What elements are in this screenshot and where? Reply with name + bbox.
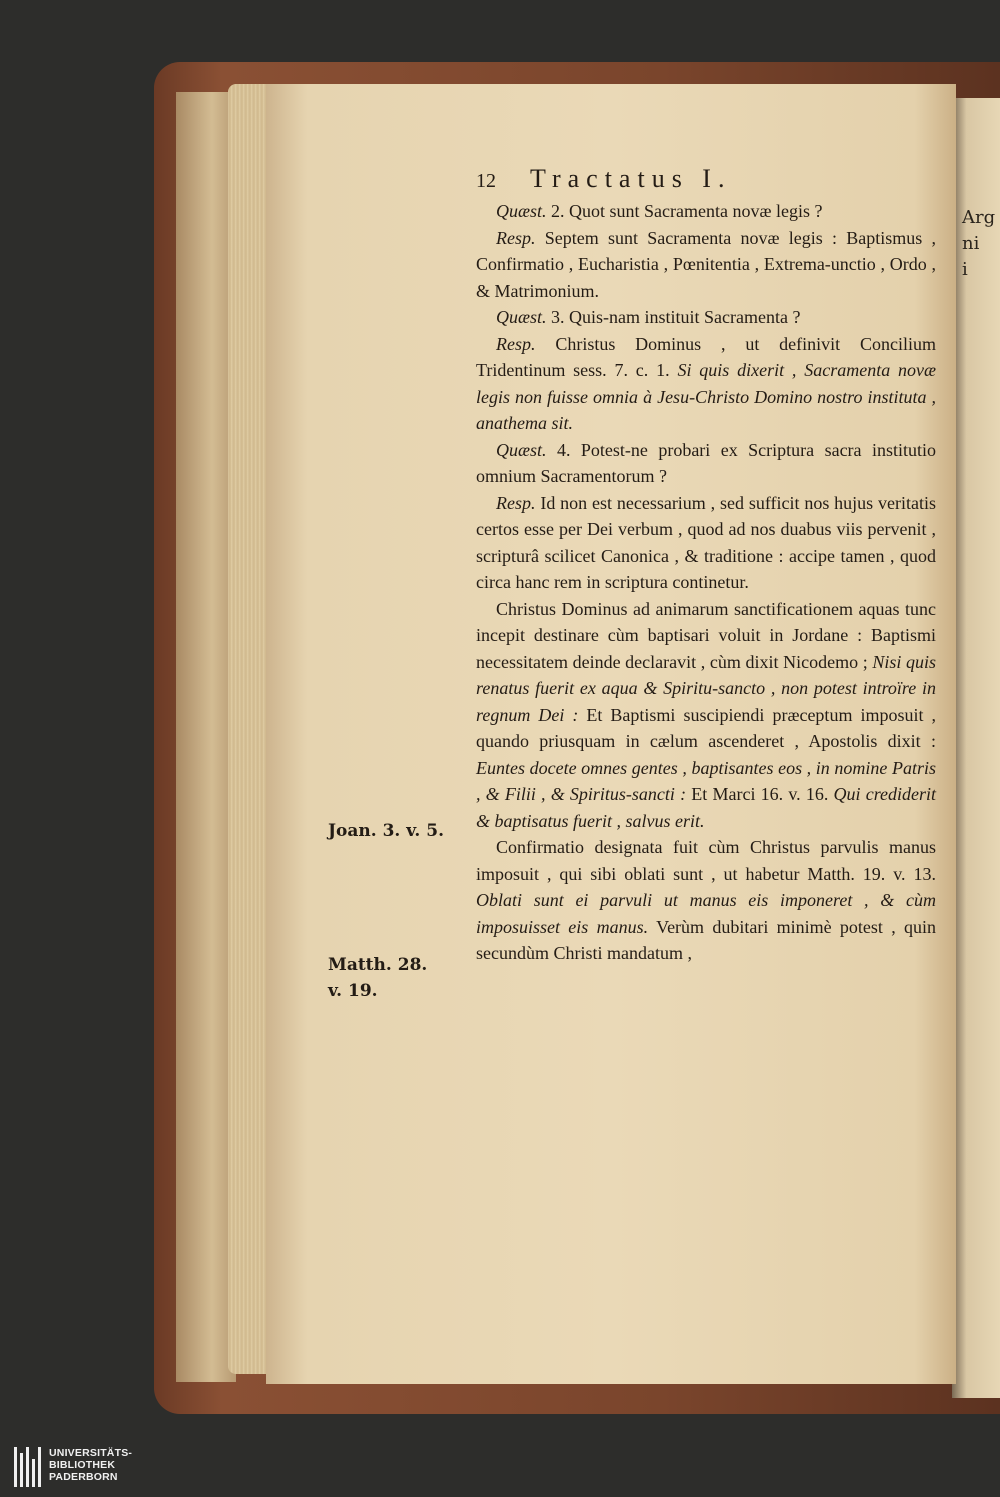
answer-4: Resp. Id non est necessarium , sed sufficit nos hujus veritatis certos esse per Dei verbum , quod ad nos duabus viis pervenit , scripturâ scilicet Canonica , & traditione : accipe tamen , quod circa hanc rem in scriptura continetur. [476,492,936,592]
question-4: Quæst. 4. Potest-ne probari ex Scriptura sacra institutio omnium Sacramentorum ? [476,439,936,486]
book-pastedown [176,92,236,1382]
question-2: Quæst. 2. Quot sunt Sacramenta novæ legis ? [496,201,823,221]
facing-page-fragment: Arg ni i [962,207,996,280]
page-text-block [476,162,936,967]
paragraph-baptism: Christus Dominus ad animarum sanctificationem aquas tunc incepit destinare cùm baptisari voluit in Jordane : Baptismi necessitatem deinde declaravit , cùm dixit Nicodemo ; Nisi quis renatus fuerit ex aqua & Spiritu-sancto , non potest introïre in regnum Dei : Et Baptismi suscipiendi præceptum imposuit , quando priusquam in cælum ascenderet , Apostolis dixit : Euntes docete omnes gentes , baptisantes eos , in nomine Patris , & Filii , & Spiritus-sancti : Et Marci 16. v. 16. Qui crediderit & baptisatus fuerit , salvus erit. [476,598,937,831]
paragraph-confirmation: Confirmatio designata fuit cùm Christus parvulis manus imposuit , qui sibi oblati sunt , ut habetur Matth. 19. v. 13. Oblati sunt ei parvuli ut manus eis imponeret , & cùm imposuisset eis manus. Verùm dubitari minimè potest , quin secundùm Christi mandatum , [476,837,936,963]
library-logo [14,1447,132,1487]
margin-note-matth: Matth. 28. v. 19. [328,955,428,1001]
margin-note-joan: Joan. 3. v. 5. [328,821,445,841]
logo-text: UNIVERSITÄTS- BIBLIOTHEK PADERBORN [49,1447,133,1483]
margin-notes [268,84,448,1384]
answer-2: Resp. Septem sunt Sacramenta novæ legis : Baptismus , Confirmatio , Eucharistia , Pœnitentia , Extrema-unctio , Ordo , & Matrimonium. [476,227,937,301]
answer-3: Resp. Christus Dominus , ut definivit Concilium Tridentinum sess. 7. c. 1. Si quis dixerit , Sacramenta novæ legis non fuisse omnia à Jesu-Christo Domino nostro instituta , anathema sit. [476,333,937,433]
question-3: Quæst. 3. Quis-nam instituit Sacramenta ? [496,307,801,327]
logo-bars-icon [14,1447,41,1487]
running-title: Tractatus I. [530,164,732,193]
running-header [476,162,936,198]
page-number: 12 [476,170,496,192]
facing-page-edge [952,98,1000,1398]
